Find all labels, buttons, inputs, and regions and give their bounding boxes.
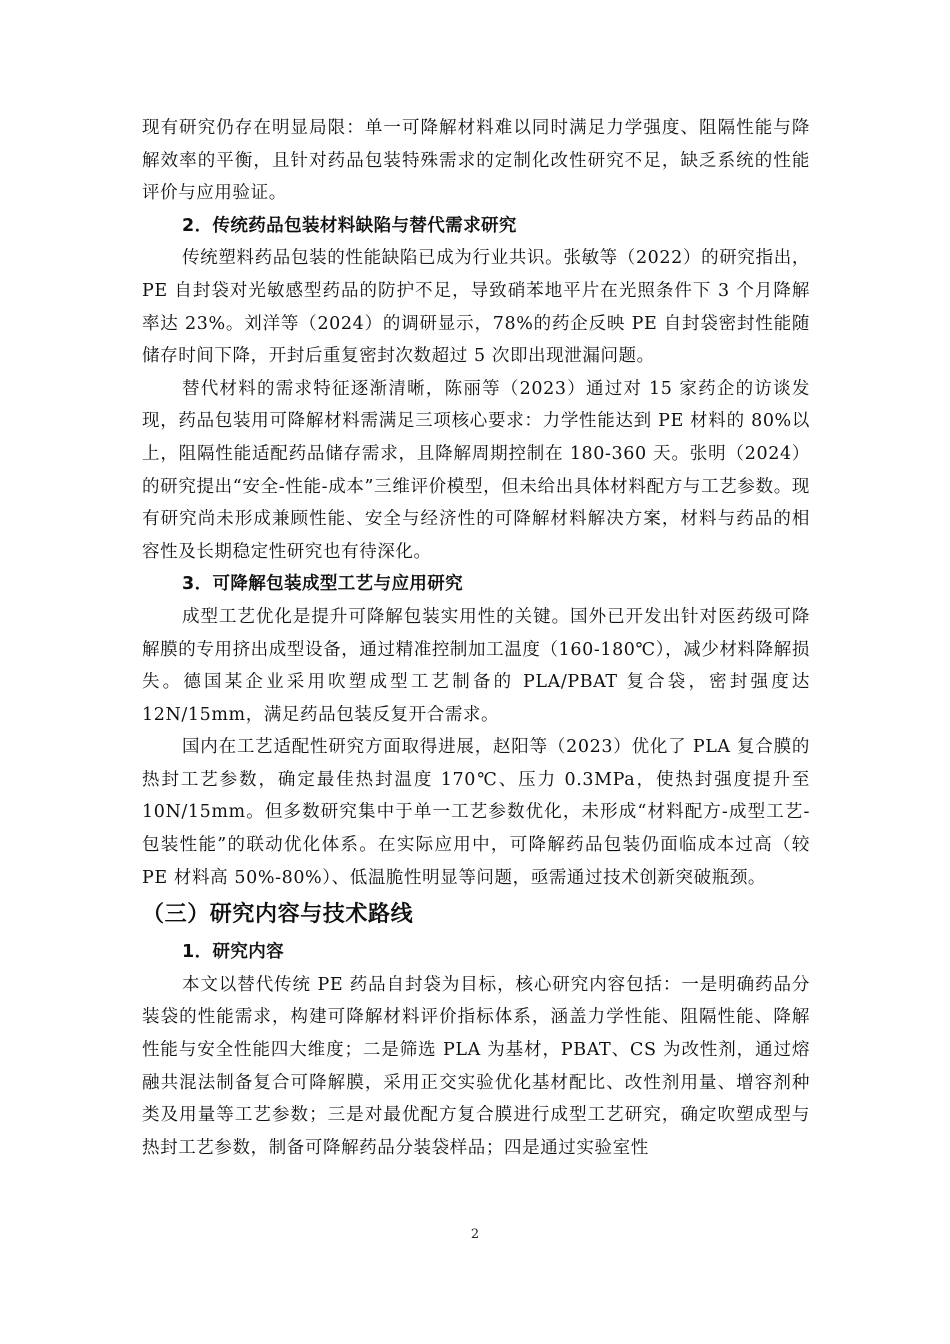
- paragraph-pe-defects: 传统塑料药品包装的性能缺陷已成为行业共识。张敏等（2022）的研究指出，PE 自封袋对光敏感型药品的防护不足，导致硝苯地平片在光照条件下 3 个月降解率达 23%。刘洋等（2024）的调研显示，78%的药企反映 PE 自封袋密封性能随储存时间下降，开封后重复密封次数超过 5 次即出现泄漏问题。: [142, 248, 810, 367]
- page-number: 2: [470, 1227, 480, 1242]
- section-heading-research-content: 1．研究内容: [182, 942, 285, 963]
- chapter-heading-research-content: （三）研究内容与技术路线: [142, 902, 414, 928]
- paragraph-alternative-requirements: 替代材料的需求特征逐渐清晰，陈丽等（2023）通过对 15 家药企的访谈发现，药品包装用可降解材料需满足三项核心要求：力学性能达到 PE 材料的 80%以上，阻隔性能适配药品储存需求，且降解周期控制在 180-360 天。张明（2024）的研究提出“安全-性能-成本”三维评价模型，但未给出具体材料配方与工艺参数。现有研究尚未形成兼顾性能、安全与经济性的可降解材料解决方案，材料与药品的相容性及长期稳定性研究也有待深化。: [142, 378, 810, 562]
- document-body: [142, 112, 810, 1164]
- paragraph-limitations: 现有研究仍存在明显局限：单一可降解材料难以同时满足力学强度、阻隔性能与降解效率的平衡，且针对药品包装特殊需求的定制化改性研究不足，缺乏系统的性能评价与应用验证。: [142, 118, 810, 204]
- paragraph-research-content: 本文以替代传统 PE 药品自封袋为目标，核心研究内容包括：一是明确药品分装袋的性能需求，构建可降解材料评价指标体系，涵盖力学性能、阻隔性能、降解性能与安全性能四大维度；二是筛选 PLA 为基材，PBAT、CS 为改性剂，通过熔融共混法制备复合可降解膜，采用正交实验优化基材配比、改性剂用量、增容剂种类及用量等工艺参数；三是对最优配方复合膜进行成型工艺研究，确定吹塑成型与热封工艺参数，制备可降解药品分装袋样品；四是通过实验室性: [142, 974, 810, 1158]
- section-heading-forming-process: 3．可降解包装成型工艺与应用研究: [182, 574, 464, 595]
- paragraph-foreign-process: 成型工艺优化是提升可降解包装实用性的关键。国外已开发出针对医药级可降解膜的专用挤出成型设备，通过精准控制加工温度（160-180℃），减少材料降解损失。德国某企业采用吹塑成型工艺制备的 PLA/PBAT 复合袋，密封强度达 12N/15mm，满足药品包装反复开合需求。: [142, 606, 810, 725]
- paragraph-domestic-process: 国内在工艺适配性研究方面取得进展，赵阳等（2023）优化了 PLA 复合膜的热封工艺参数，确定最佳热封温度 170℃、压力 0.3MPa，使热封强度提升至 10N/15mm。但多数研究集中于单一工艺参数优化，未形成“材料配方-成型工艺-包装性能”的联动优化体系。在实际应用中，可降解药品包装仍面临成本过高（较 PE 材料高 50%-80%）、低温脆性明显等问题，亟需通过技术创新突破瓶颈。: [142, 737, 810, 888]
- section-heading-traditional-packaging: 2．传统药品包装材料缺陷与替代需求研究: [182, 215, 517, 236]
